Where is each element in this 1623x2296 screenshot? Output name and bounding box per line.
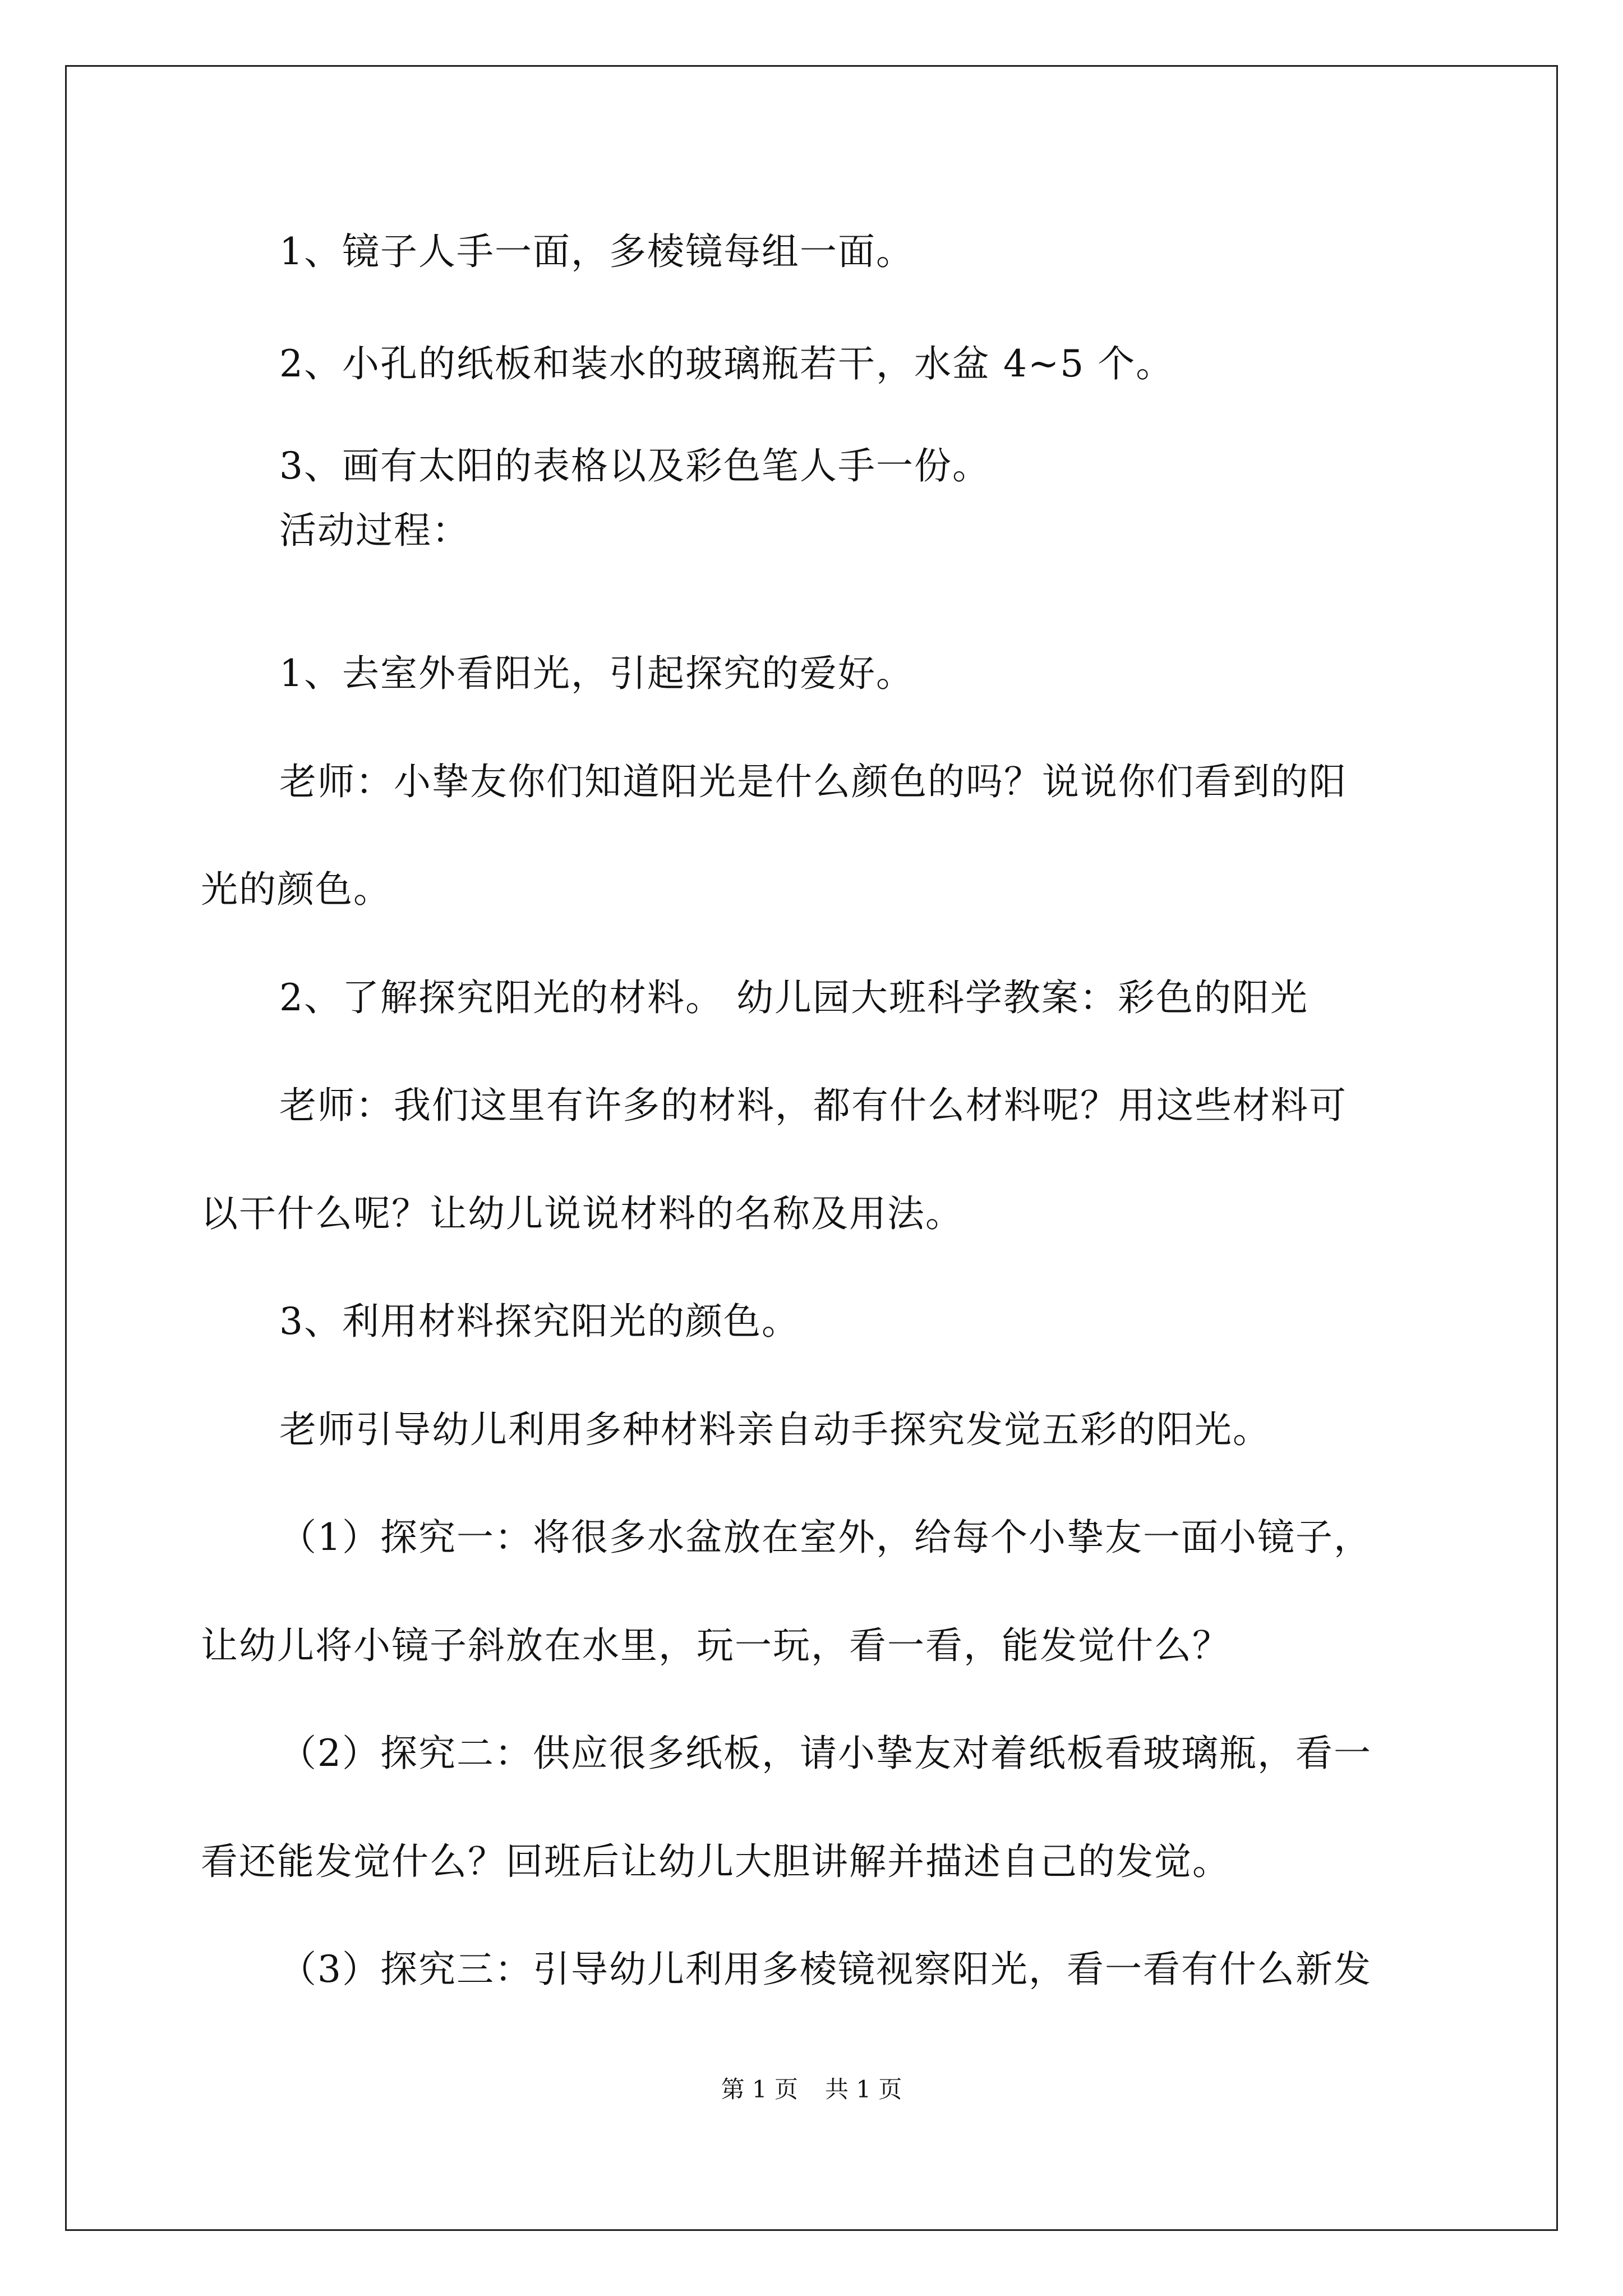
page-number: 第 1 页 <box>721 2076 798 2103</box>
text-line: （1）探究一：将很多水盆放在室外，给每个小挚友一面小镜子， <box>279 1516 1372 1559</box>
page-footer <box>0 2076 1623 2104</box>
text-line: 看还能发觉什么？回班后让幼儿大胆讲解并描述自己的发觉。 <box>201 1840 1230 1883</box>
text-line: 3、利用材料探究阳光的颜色。 <box>279 1300 800 1343</box>
text-line: （3）探究三：引导幼儿利用多棱镜视察阳光，看一看有什么新发 <box>279 1948 1372 1991</box>
text-line: 以干什么呢？让幼儿说说材料的名称及用法。 <box>201 1192 963 1235</box>
text-line: 3、画有太阳的表格以及彩色笔人手一份。 <box>279 444 990 487</box>
text-line: 让幼儿将小镜子斜放在水里，玩一玩，看一看，能发觉什么？ <box>201 1624 1230 1667</box>
page-total: 共 1 页 <box>825 2076 902 2103</box>
text-line: 老师：小挚友你们知道阳光是什么颜色的吗？说说你们看到的阳 <box>279 760 1347 803</box>
text-line: 老师：我们这里有许多的材料，都有什么材料呢？用这些材料可 <box>279 1084 1347 1127</box>
text-line: （2）探究二：供应很多纸板，请小挚友对着纸板看玻璃瓶，看一 <box>279 1732 1372 1775</box>
text-line: 2、了解探究阳光的材料。 幼儿园大班科学教案：彩色的阳光 <box>279 976 1308 1019</box>
text-line: 老师引导幼儿利用多种材料亲自动手探究发觉五彩的阳光。 <box>279 1408 1271 1451</box>
text-line: 1、镜子人手一面，多棱镜每组一面。 <box>279 230 914 273</box>
text-line: 活动过程： <box>279 509 470 552</box>
page-border <box>65 65 1558 2231</box>
text-line: 2、小孔的纸板和装水的玻璃瓶若干，水盆 4~5 个。 <box>279 342 1174 385</box>
text-line: 光的颜色。 <box>201 868 391 911</box>
text-line: 1、去室外看阳光，引起探究的爱好。 <box>279 652 914 695</box>
